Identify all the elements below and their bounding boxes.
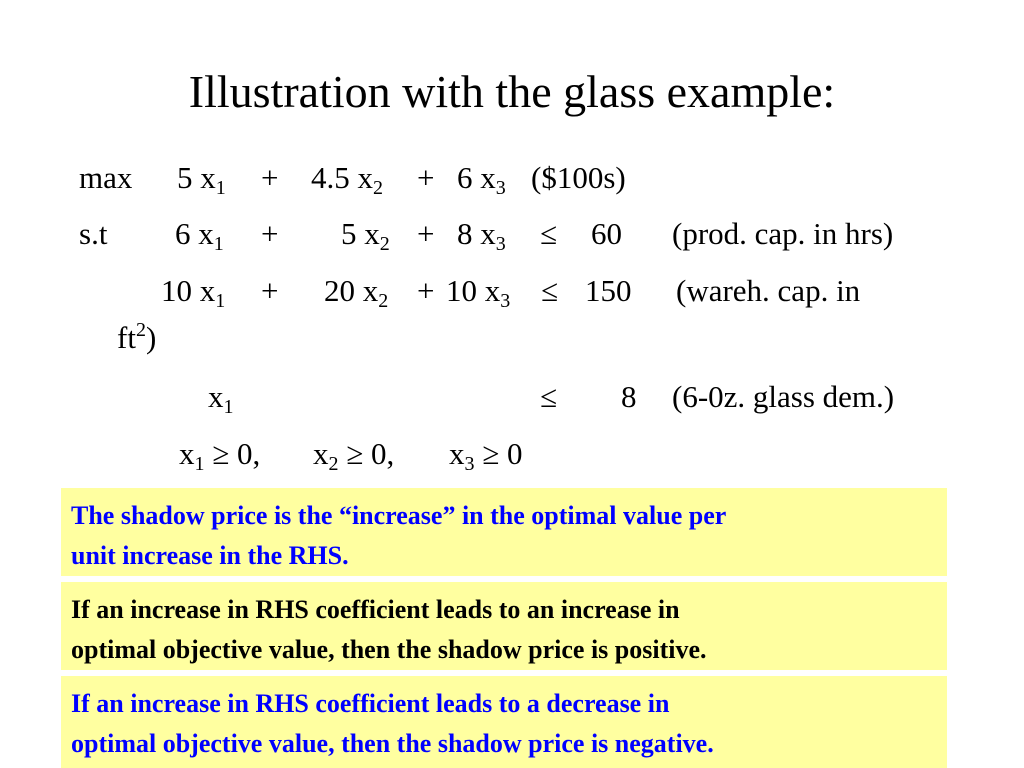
st-keyword: s.t — [79, 216, 108, 251]
constraint-2-term-3: 10 $x_3$ — [446, 273, 511, 312]
leq-sign: ≤ — [541, 273, 559, 308]
constraint-1-term-2: 5 $x_2$ — [341, 216, 390, 255]
objective-term-2: 4.5 $x_2$ — [311, 160, 383, 199]
constraint-2-note: (wareh. cap. in — [676, 273, 861, 308]
constraint-1-note: (prod. cap. in hrs) — [672, 216, 894, 251]
constraint-1-rhs: 60 — [591, 216, 622, 251]
constraint-3-rhs: 8 — [621, 379, 637, 414]
nonneg-var-2: $x_2 \ge 0$, — [313, 436, 395, 475]
constraint-3-note: (6-0z. glass dem.) — [672, 379, 895, 414]
leq-sign: ≤ — [540, 379, 558, 414]
nonneg-var-3: $x_3 \ge 0$ — [449, 436, 523, 475]
slide-title: Illustration with the glass example: — [188, 66, 836, 117]
constraint-2-term-2: 20 $x_2$ — [324, 273, 389, 312]
shadow-price-definition-box — [61, 488, 947, 576]
nonneg-var-1: $x_1 \ge 0$, — [179, 436, 261, 475]
box-3-line-1: If an increase in RHS coefficient leads to a decrease in — [71, 689, 670, 718]
box-3-line-2: optimal objective value, then the shadow price is negative. — [71, 729, 714, 758]
objective-units: ($100s) — [531, 160, 626, 195]
leq-sign: ≤ — [540, 216, 558, 251]
objective-term-3: 6 $x_3$ — [457, 160, 506, 199]
max-keyword: max — [79, 160, 133, 195]
constraint-1-term-1: 6 $x_1$ — [175, 216, 224, 255]
constraint-2-term-1: 10 $x_1$ — [161, 273, 226, 312]
plus-sign: + — [417, 216, 435, 251]
constraint-3-term-1: $x_1$ — [208, 379, 234, 418]
shadow-price-negative-box — [61, 676, 947, 768]
plus-sign: + — [261, 216, 279, 251]
constraint-1-term-3: 8 $x_3$ — [457, 216, 506, 255]
shadow-price-positive-box — [61, 582, 947, 670]
constraint-2-note-continued: $ft^2$) — [117, 319, 157, 355]
objective-term-1: 5 $x_1$ — [177, 160, 226, 199]
box-1-line-2: unit increase in the RHS. — [71, 541, 349, 570]
plus-sign: + — [417, 273, 435, 308]
constraint-2-rhs: 150 — [585, 273, 632, 308]
box-1-line-1: The shadow price is the “increase” in the optimal value per — [71, 501, 727, 530]
plus-sign: + — [261, 273, 279, 308]
box-2-line-2: optimal objective value, then the shadow price is positive. — [71, 635, 707, 664]
plus-sign: + — [261, 160, 279, 195]
plus-sign: + — [417, 160, 435, 195]
box-2-line-1: If an increase in RHS coefficient leads to an increase in — [71, 595, 680, 624]
